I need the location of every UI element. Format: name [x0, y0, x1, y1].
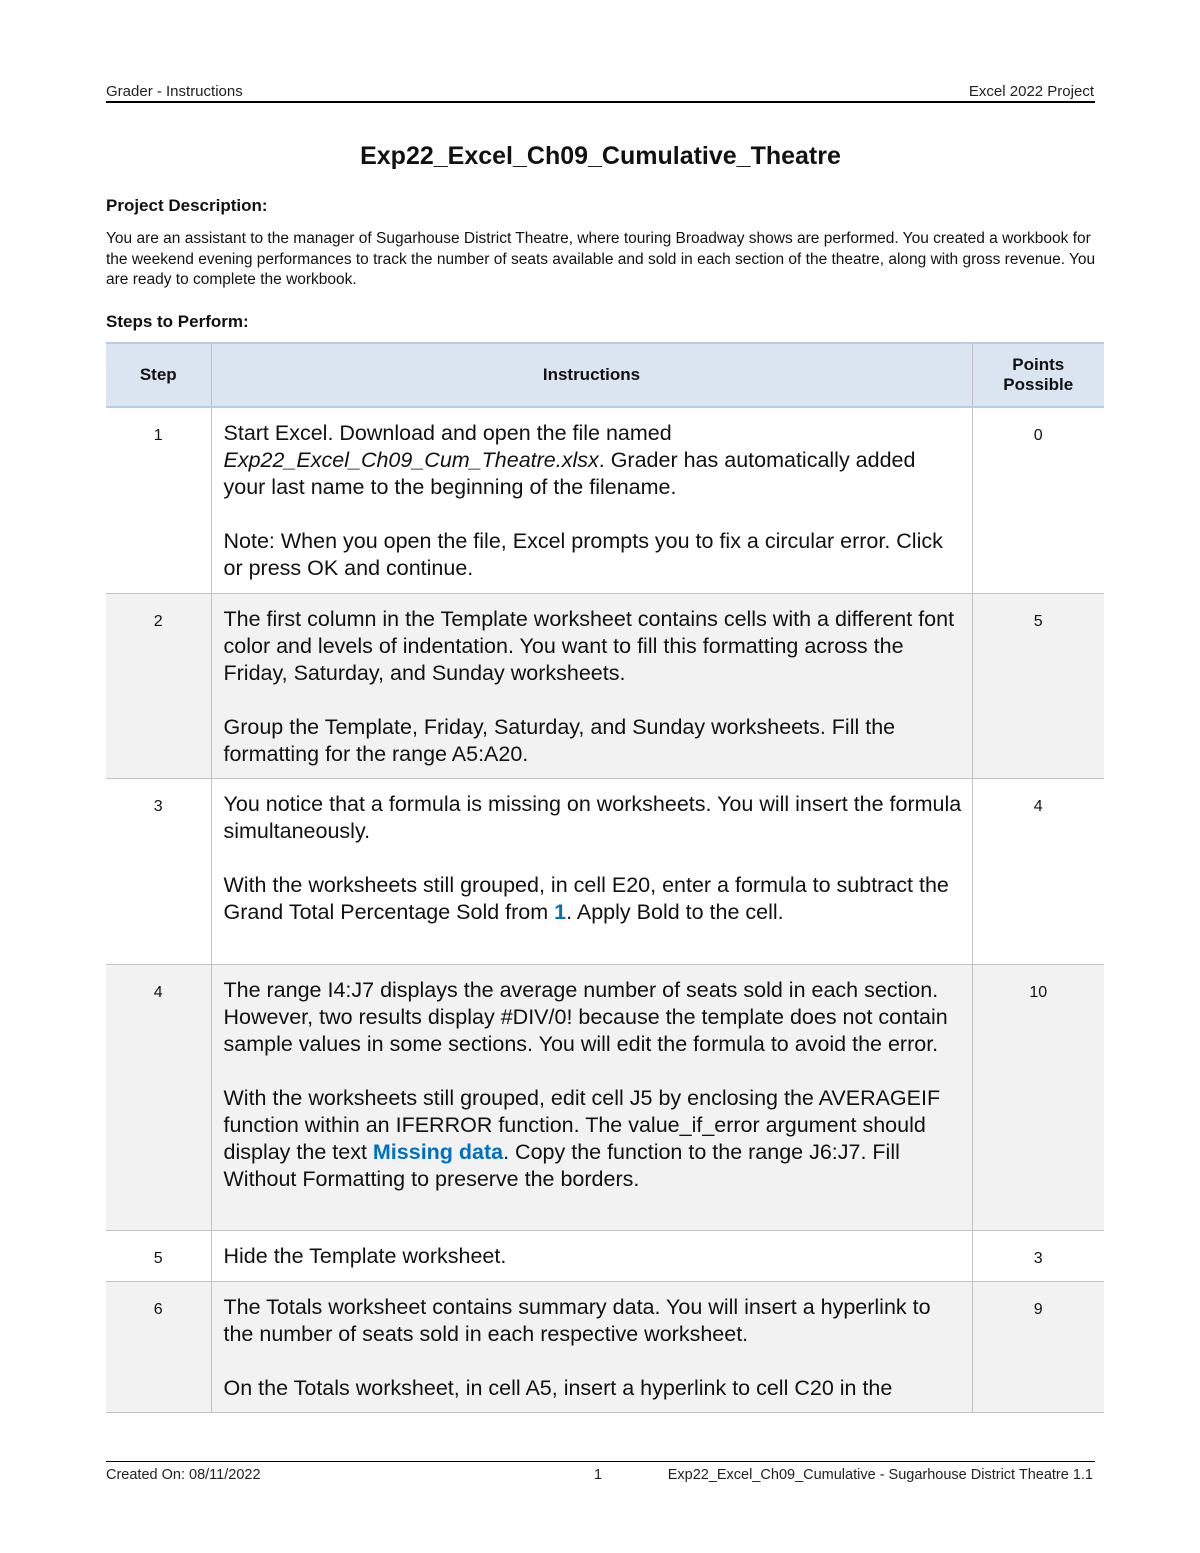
steps-heading: Steps to Perform:: [106, 312, 249, 331]
step-points: 10: [972, 964, 1104, 1230]
step-number: 6: [106, 1281, 211, 1412]
instruction-text: . Copy the function to the range J6:J7. Fill Without Formatting to preserve the borders.: [223, 1139, 900, 1191]
header-left-text: Grader - Instructions: [106, 83, 243, 100]
step-points: 0: [972, 407, 1104, 593]
project-description-text: You are an assistant to the manager of Sugarhouse District Theatre, where touring Broadway shows are performed. You created a workbook for the weekend evening performances to track the number of seats available and sold in each section of the theatre, along with gross revenue. You are ready to complete the workbook.: [106, 230, 1096, 288]
step-points: 3: [972, 1230, 1104, 1281]
step-number: 5: [106, 1230, 211, 1281]
document-title: Exp22_Excel_Ch09_Cumulative_Theatre: [360, 142, 841, 170]
instruction-text: . Grader has automatically added your last name to the beginning of the filename.: [223, 448, 916, 499]
instruction-paragraph: [224, 420, 962, 501]
steps-table: [106, 342, 1104, 1413]
footer-rule: [106, 1461, 1095, 1462]
highlighted-value: Missing data: [372, 1139, 504, 1164]
step-number: 1: [106, 407, 211, 593]
instruction-paragraph: Note: When you open the file, Excel prompts you to fix a circular error. Click or press OK and continue.: [223, 529, 943, 580]
instruction-paragraph: The first column in the Template worksheet contains cells with a different font color and levels of indentation. You want to fill this formatting across the Friday, Saturday, and Sunday worksheets.: [223, 606, 955, 685]
table-row: [106, 964, 1104, 1230]
step-instructions: [211, 778, 972, 964]
header-points-line1: Points: [1012, 355, 1065, 374]
header-rule: [106, 101, 1095, 103]
step-points: 9: [972, 1281, 1104, 1412]
instruction-text: With the worksheets still grouped, edit cell J5 by enclosing the AVERAGEIF function within an IFERROR function. The value_if_error argument should display the text: [223, 1085, 941, 1164]
table-header-row: [106, 343, 1104, 407]
instruction-paragraph: The range I4:J7 displays the average number of seats sold in each section. However, two results display #DIV/0! because the template does not contain sample values in some sections. You will edit the formula to avoid the error.: [223, 977, 948, 1056]
table-row: [106, 1281, 1104, 1412]
table-row: [106, 1230, 1104, 1281]
instruction-paragraph: Hide the Template worksheet.: [223, 1243, 507, 1268]
table-row: [106, 778, 1104, 964]
step-number: 3: [106, 778, 211, 964]
step-number: 4: [106, 964, 211, 1230]
header-right-text: Excel 2022 Project: [968, 83, 1094, 100]
table-row: [106, 593, 1104, 778]
step-points: 4: [972, 778, 1104, 964]
project-description-heading: Project Description:: [106, 196, 268, 215]
header-points: [972, 343, 1104, 407]
table-row: [106, 407, 1104, 593]
header-step: Step: [106, 343, 211, 407]
footer-document-name: Exp22_Excel_Ch09_Cumulative - Sugarhouse District Theatre 1.1: [667, 1467, 1093, 1483]
step-instructions: [211, 593, 972, 778]
header-instructions: Instructions: [211, 343, 972, 407]
step-instructions: [211, 964, 972, 1230]
step-number: 2: [106, 593, 211, 778]
instruction-paragraph: You notice that a formula is missing on worksheets. You will insert the formula simultaneously.: [223, 791, 962, 843]
footer-created-date: Created On: 08/11/2022: [106, 1467, 261, 1483]
highlighted-value: 1: [554, 899, 567, 924]
instruction-paragraph: [224, 1085, 962, 1193]
step-points: 5: [972, 593, 1104, 778]
footer-page-number: 1: [594, 1467, 603, 1483]
step-instructions: [211, 1281, 972, 1412]
step-instructions: [211, 407, 972, 593]
file-name: Exp22_Excel_Ch09_Cum_Theatre.xlsx: [223, 448, 599, 472]
instruction-paragraph: Group the Template, Friday, Saturday, and Sunday worksheets. Fill the formatting for the range A5:A20.: [223, 714, 896, 766]
instruction-paragraph: On the Totals worksheet, in cell A5, insert a hyperlink to cell C20 in the: [223, 1375, 893, 1400]
page-header: [106, 82, 1094, 102]
instruction-text: With the worksheets still grouped, in cell E20, enter a formula to subtract the Grand Total Percentage Sold from: [223, 872, 949, 924]
instruction-text: Start Excel. Download and open the file named: [223, 421, 672, 445]
instruction-paragraph: The Totals worksheet contains summary data. You will insert a hyperlink to the number of seats sold in each respective worksheet.: [223, 1294, 931, 1346]
instruction-text: . Apply Bold to the cell.: [566, 899, 784, 924]
header-points-line2: Possible: [1003, 375, 1074, 394]
step-instructions: [211, 1230, 972, 1281]
instruction-paragraph: [224, 872, 962, 926]
